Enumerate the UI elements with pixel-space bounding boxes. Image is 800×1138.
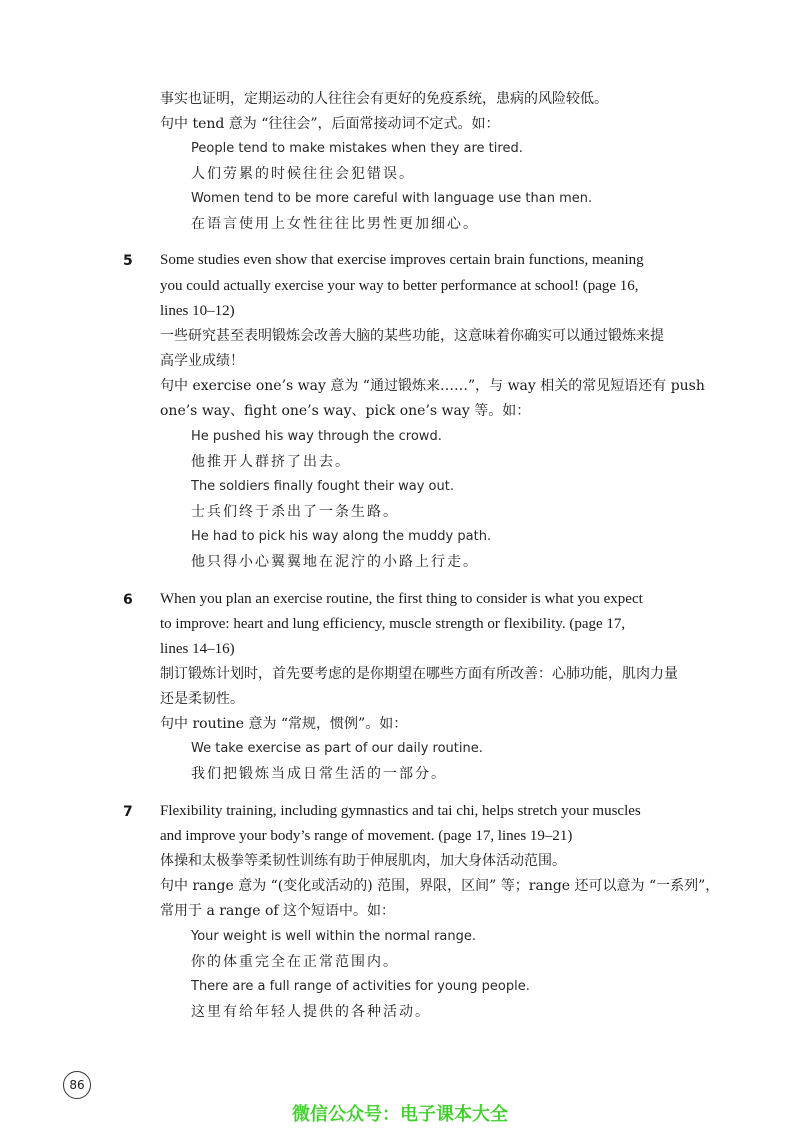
watermark-text: 微信公众号：电子课本大全	[292, 1104, 508, 1125]
item-en-line: and improve your body’s range of movement. (page 17, lines 19–21)	[160, 828, 573, 844]
example-en: The soldiers finally fought their way out.	[191, 479, 454, 494]
example-en: Women tend to be more careful with language use than men.	[191, 191, 593, 206]
example-zh: 他只得小心翼翼地在泥泞的小路上行走。	[191, 554, 479, 570]
item-zh-line: 还是柔韧性。	[160, 691, 244, 707]
example-en: He pushed his way through the crowd.	[191, 429, 442, 444]
intro-zh-sentence: 事实也证明，定期运动的人往往会有更好的免疫系统，患病的风险较低。	[160, 91, 608, 107]
example-en: He had to pick his way along the muddy path.	[191, 529, 492, 544]
item-zh-line: 制订锻炼计划时，首先要考虑的是你期望在哪些方面有所改善：心肺功能，肌肉力量	[160, 666, 678, 682]
example-en: Your weight is well within the normal range.	[191, 929, 476, 944]
example-en: There are a full range of activities for young people.	[191, 979, 530, 994]
item-en-line: lines 10–12)	[160, 303, 235, 319]
item-en-line: Some studies even show that exercise improves certain brain functions, meaning	[160, 252, 644, 268]
page-number: 86	[63, 1071, 91, 1099]
example-zh: 你的体重完全在正常范围内。	[191, 954, 399, 970]
item-note-line: 句中 exercise one’s way 意为 “通过锻炼来……”，与 way 相关的常见短语还有 push	[160, 378, 705, 394]
example-en: People tend to make mistakes when they are tired.	[191, 141, 523, 156]
example-zh: 这里有给年轻人提供的各种活动。	[191, 1004, 431, 1020]
item-note-line: 句中 routine 意为 “常规，惯例”。如：	[160, 716, 408, 732]
item-en-line: Flexibility training, including gymnastics and tai chi, helps stretch your muscles	[160, 803, 641, 819]
item-number: 5	[123, 253, 133, 269]
item-en-line: lines 14–16)	[160, 641, 235, 657]
example-en: We take exercise as part of our daily routine.	[191, 741, 483, 756]
example-zh: 士兵们终于杀出了一条生路。	[191, 504, 399, 520]
example-zh: 我们把锻炼当成日常生活的一部分。	[191, 766, 447, 782]
item-zh-line: 体操和太极拳等柔韧性训练有助于伸展肌肉，加大身体活动范围。	[160, 853, 566, 869]
item-en-line: to improve: heart and lung efficiency, muscle strength or flexibility. (page 17,	[160, 616, 626, 632]
item-note-line: 句中 range 意为 “(变化或活动的) 范围，界限，区间” 等；range 还可以意为 “一系列”，	[160, 878, 720, 894]
intro-note: 句中 tend 意为 “往往会”，后面常接动词不定式。如：	[160, 116, 500, 132]
item-number: 6	[123, 592, 133, 608]
example-zh: 人们劳累的时候往往会犯错误。	[191, 166, 415, 182]
item-number: 7	[123, 804, 133, 820]
item-en-line: you could actually exercise your way to better performance at school! (page 16,	[160, 278, 639, 294]
item-en-line: When you plan an exercise routine, the first thing to consider is what you expect	[160, 591, 643, 607]
example-zh: 在语言使用上女性往往比男性更加细心。	[191, 216, 479, 232]
example-zh: 他推开人群挤了出去。	[191, 454, 351, 470]
item-note-line: 常用于 a range of 这个短语中。如：	[160, 903, 396, 919]
item-zh-line: 高学业成绩！	[160, 353, 244, 369]
item-zh-line: 一些研究甚至表明锻炼会改善大脑的某些功能，这意味着你确实可以通过锻炼来提	[160, 328, 664, 344]
item-note-line: one’s way、fight one’s way、pick one’s way 等。如：	[160, 403, 531, 419]
